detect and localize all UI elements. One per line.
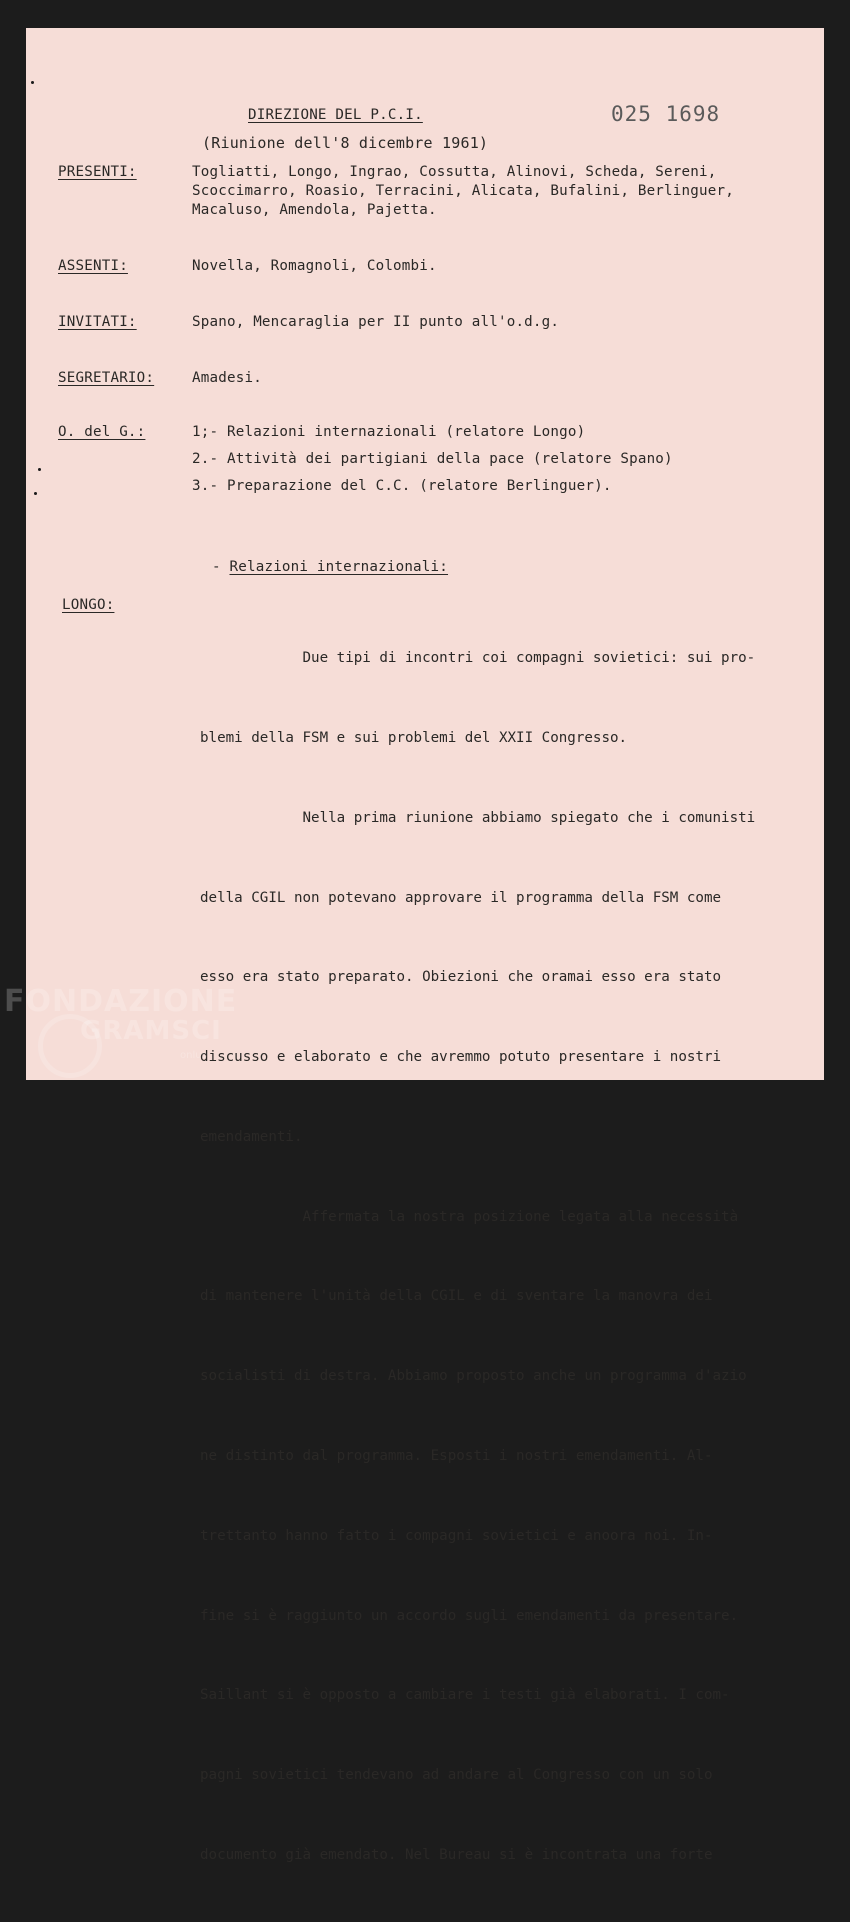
edge-mark [31, 81, 34, 84]
body-line: ne distinto dal programma. Esposti i nostri emendamenti. Al- [200, 1448, 713, 1464]
presenti-label: PRESENTI: [58, 164, 137, 180]
body-line: blemi della FSM e sui problemi del XXII Congresso. [200, 729, 628, 746]
body-line: discusso e elaborato e che avremmo potuto presentare i nostri [200, 1049, 722, 1066]
watermark-line-1: FONDAZIONE [4, 984, 238, 1019]
archive-number: 025 1698 [611, 102, 721, 126]
body-line: Affermata la nostra posizione legata alla necessità [200, 1208, 739, 1225]
presenti-line-3: Macaluso, Amendola, Pajetta. [192, 202, 437, 218]
odg-item-1: 1;- Relazioni internazionali (relatore Longo) [192, 424, 586, 440]
segretario-value: Amadesi. [192, 370, 262, 386]
body-line: trettanto hanno fatto i compagni sovietici e anoora noi. In- [200, 1527, 713, 1544]
speaker-label: LONGO: [62, 597, 115, 613]
section-heading [212, 559, 448, 575]
odg-item-2: 2.- Attività dei partigiani della pace (relatore Spano) [192, 451, 673, 467]
margin-mark [34, 492, 37, 495]
body-line: Due tipi di incontri coi compagni sovietici: sui pro- [200, 650, 756, 667]
body-line: di mantenere l'unità della CGIL e di sventare la manovra dei [200, 1288, 713, 1305]
watermark-line-3: onlus [180, 1050, 207, 1061]
segretario-label: SEGRETARIO: [58, 370, 155, 386]
margin-mark [38, 468, 41, 471]
body-line: documento già emendato. Nel Bureau si è incontrata una forte [200, 1846, 713, 1863]
presenti-line-1: Togliatti, Longo, Ingrao, Cossutta, Alinovi, Scheda, Sereni, [192, 164, 717, 180]
body-line: emendamenti. [200, 1128, 303, 1145]
body-text [200, 592, 755, 1922]
body-line: della CGIL non potevano approvare il programma della FSM come [200, 889, 722, 906]
odg-item-3: 3.- Preparazione del C.C. (relatore Berlinguer). [192, 478, 612, 494]
document-page [26, 28, 824, 1863]
watermark-line-2: GRAMSCI [80, 1016, 222, 1046]
body-line: Nella prima riunione abbiamo spiegato che i comunisti [200, 809, 756, 826]
odg-label: O. del G.: [58, 424, 146, 440]
body-line: pagni sovietici tendevano ad andare al Congresso con un solo [200, 1767, 713, 1784]
assenti-value: Novella, Romagnoli, Colombi. [192, 258, 437, 274]
fondazione-gramsci-watermark [4, 984, 238, 1074]
body-line: esso era stato preparato. Obiezioni che oramai esso era stato [200, 969, 722, 986]
section-heading-text: Relazioni internazionali: [229, 559, 449, 575]
body-line: fine si è raggiunto un accordo sugli emendamenti da presentare. [200, 1607, 739, 1624]
presenti-line-2: Scoccimarro, Roasio, Terracini, Alicata, Bufalini, Berlinguer, [192, 183, 734, 199]
section-heading-dash: - [212, 559, 230, 575]
body-line: socialisti di destra. Abbiamo proposto anche un programma d'azio [200, 1368, 747, 1385]
invitati-label: INVITATI: [58, 314, 137, 330]
assenti-label: ASSENTI: [58, 258, 128, 274]
invitati-value: Spano, Mencaraglia per II punto all'o.d.g. [192, 314, 560, 330]
meeting-date: (Riunione dell'8 dicembre 1961) [202, 134, 489, 152]
body-line: Saillant si è opposto a cambiare i testi già elaborati. I com- [200, 1687, 730, 1704]
document-title: DIREZIONE DEL P.C.I. [248, 107, 423, 123]
